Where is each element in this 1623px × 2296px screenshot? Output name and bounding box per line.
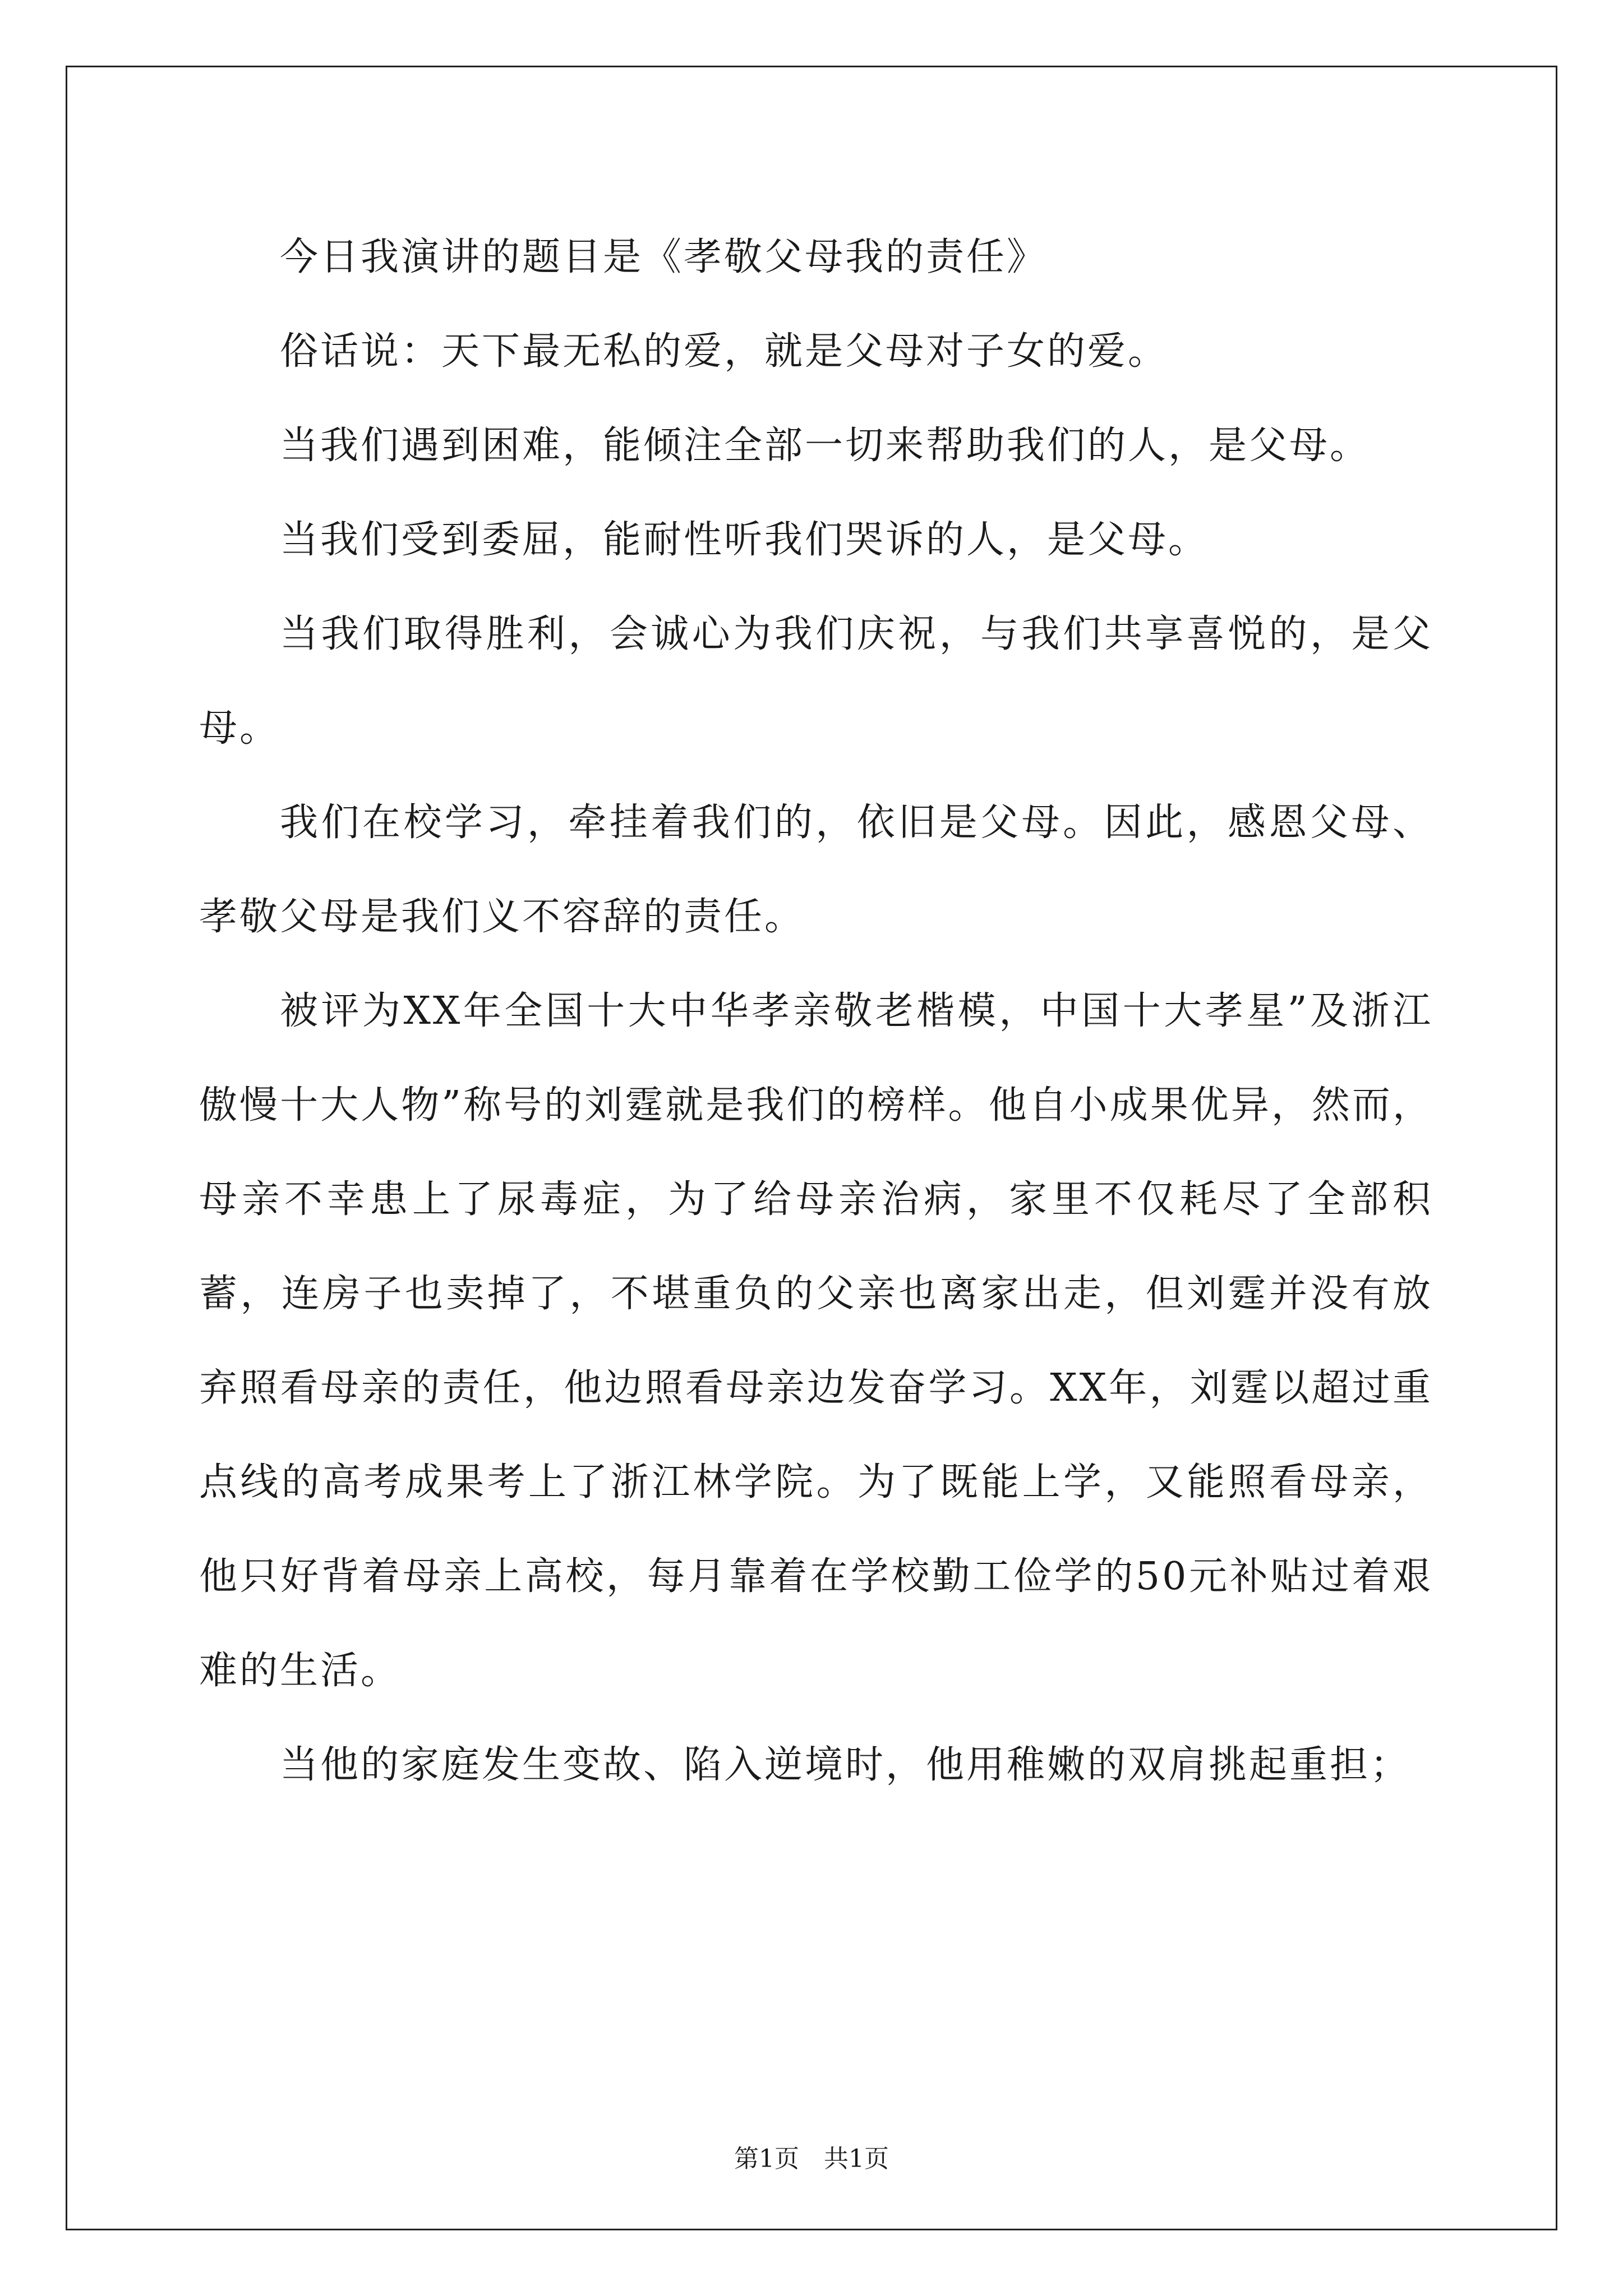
paragraph: 当他的家庭发生变故、陷入逆境时，他用稚嫩的双肩挑起重担； <box>280 1743 1411 1787</box>
document-body <box>199 210 1433 1812</box>
paragraph: 被评为XX年全国十大中华孝亲敬老楷模，中国十大孝星”及浙江傲慢十大人物”称号的刘霆就是我们的榜样。他自小成果优异，然而，母亲不幸患上了尿毒症，为了给母亲治病，家里不仅耗尽了全部积蓄，连房子也卖掉了，不堪重负的父亲也离家出走，但刘霆并没有放弃照看母亲的责任，他边照看母亲边发奋学习。XX年，刘霆以超过重点线的高考成果考上了浙江林学院。为了既能上学，又能照看母亲，他只好背着母亲上高校，每月靠着在学校勤工俭学的50元补贴过着艰难的生活。 <box>199 989 1433 1693</box>
paragraph: 当我们取得胜利，会诚心为我们庆祝，与我们共享喜悦的，是父母。 <box>199 612 1433 751</box>
paragraph: 俗话说：天下最无私的爱，就是父母对子女的爱。 <box>280 329 1169 374</box>
paragraph: 当我们受到委屈，能耐性听我们哭诉的人，是父母。 <box>280 518 1209 562</box>
paragraph-title: 今日我演讲的题目是《孝敬父母我的责任》 <box>280 235 1048 279</box>
paragraph: 我们在校学习，牵挂着我们的，依旧是父母。因此，感恩父母、孝敬父母是我们义不容辞的责任。 <box>199 800 1433 939</box>
page-footer: 第1页 共1页 <box>734 2145 889 2173</box>
paragraph: 当我们遇到困难，能倾注全部一切来帮助我们的人，是父母。 <box>280 424 1371 468</box>
